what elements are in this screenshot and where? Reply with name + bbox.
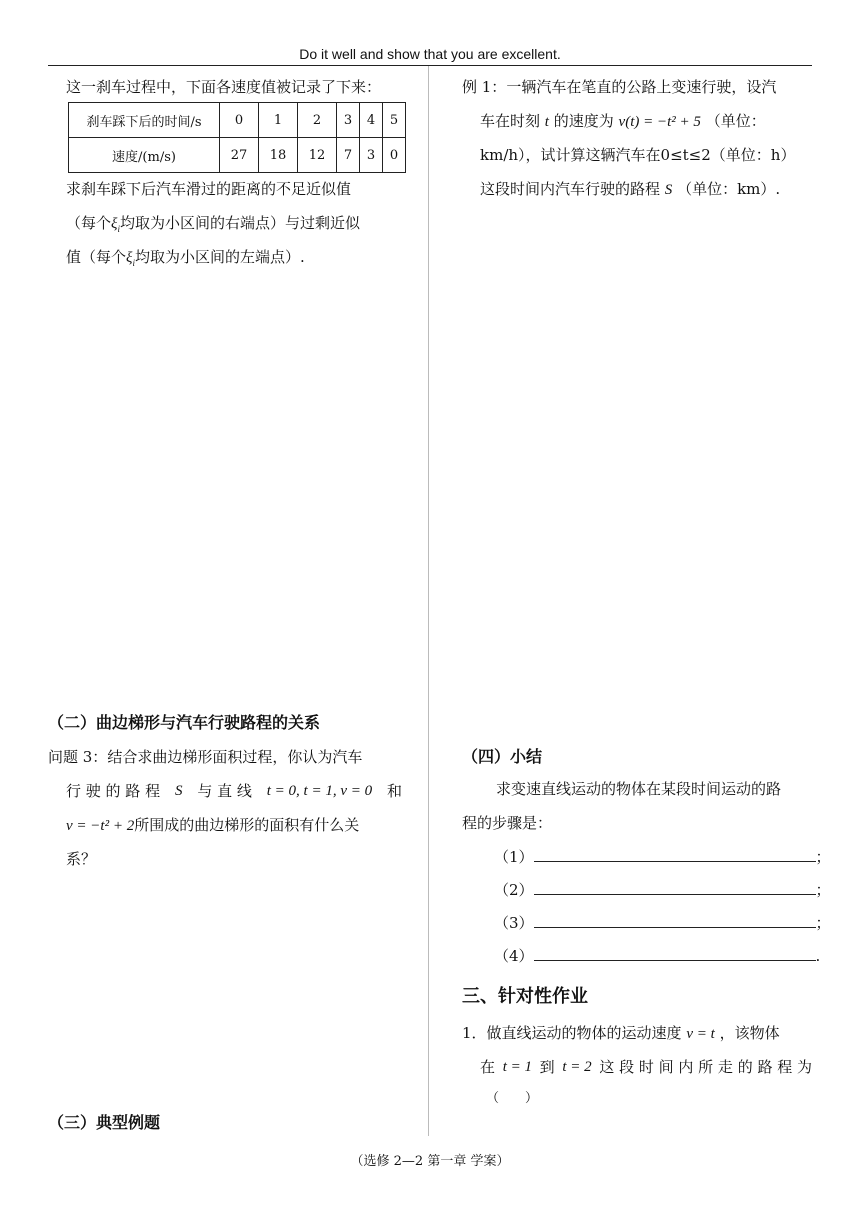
step-blank-line[interactable] <box>534 946 816 961</box>
section-4-heading: （四）小结 <box>462 747 543 766</box>
answer-blank[interactable]: （ ） <box>486 1091 539 1106</box>
step-blank-line[interactable] <box>534 913 816 928</box>
step-end: ； <box>815 914 831 932</box>
table-cell: 4 <box>360 103 383 138</box>
homework-1-line-2 <box>480 1050 812 1084</box>
braking-data-table <box>68 102 406 173</box>
table-row-label: 速度/(m/s) <box>69 138 220 173</box>
table-cell: 1 <box>259 103 298 138</box>
text-span: （单位：km）. <box>677 180 781 198</box>
problem-3-line-1 <box>48 740 362 774</box>
text-span: 值（每个 <box>66 248 127 266</box>
page-header-motto: Do it well and show that you are excellent. <box>299 46 561 62</box>
column-divider <box>428 66 429 1136</box>
example-1-line-4 <box>480 172 780 207</box>
text-span: ，该物体 <box>719 1024 780 1042</box>
math-S: S <box>664 182 673 198</box>
math-curve: v = −t² + 2 <box>66 818 135 834</box>
table-cell: 0 <box>220 103 259 138</box>
table-cell: 3 <box>360 138 383 173</box>
text-span: 车在时刻 <box>480 112 541 130</box>
table-row-label: 刹车踩下后的时间/s <box>69 103 220 138</box>
table-cell: 2 <box>298 103 337 138</box>
summary-step-1 <box>494 840 831 874</box>
text-span: （每个 <box>66 214 112 232</box>
text-span: 一辆汽车在笔直的公路上变速行驶，设汽 <box>506 78 777 96</box>
problem-3-line-4: 系？ <box>66 850 97 868</box>
homework-1-line-1 <box>462 1016 780 1051</box>
xi-symbol: $\xi_i$ <box>111 216 120 234</box>
xi-symbol: $\xi_i$ <box>126 250 135 268</box>
math-velocity-formula: v(t) = −t² + 5 <box>618 114 701 130</box>
math-lines: t = 0, t = 1, v = 0 <box>266 783 373 799</box>
intro-text: 这一刹车过程中，下面各速度值被记录了下来： <box>66 78 382 96</box>
text-span: 在 <box>480 1058 496 1076</box>
text-span: 行 驶 的 路 程 <box>66 782 161 800</box>
step-blank-line[interactable] <box>534 880 816 895</box>
text-span: 均取为小区间的左端点）. <box>134 248 305 266</box>
text-span: 所围成的曲边梯形的面积有什么关 <box>134 816 360 834</box>
text-span: 这 段 时 间 内 所 走 的 路 程 为 <box>599 1058 812 1076</box>
section-3-heading: （三）典型例题 <box>48 1113 161 1132</box>
math-t1: t = 1 <box>502 1059 532 1075</box>
step-end: ； <box>815 881 831 899</box>
question-line-3 <box>66 240 305 280</box>
table-cell: 5 <box>383 103 406 138</box>
step-label: （4） <box>494 947 534 965</box>
text-span: （单位： <box>705 112 766 130</box>
text-span: 1．做直线运动的物体的运动速度 <box>462 1024 682 1042</box>
step-label: （3） <box>494 914 534 932</box>
text-span: 和 <box>386 782 402 800</box>
step-end: . <box>815 947 821 965</box>
text-span: 结合求曲边梯形面积过程，你认为汽车 <box>107 748 363 766</box>
problem-3-line-3 <box>66 808 359 843</box>
step-end: ； <box>815 848 831 866</box>
table-cell: 7 <box>337 138 360 173</box>
summary-line-2: 程的步骤是： <box>462 814 553 832</box>
table-cell: 3 <box>337 103 360 138</box>
table-cell: 12 <box>298 138 337 173</box>
section-2-heading: （二）曲边梯形与汽车行驶路程的关系 <box>48 713 321 732</box>
example-1-line-2 <box>480 104 766 139</box>
summary-step-4 <box>494 939 820 973</box>
page-footer: （选修 2—2 第一章 学案） <box>350 1154 510 1169</box>
summary-step-3 <box>494 906 831 940</box>
summary-step-2 <box>494 873 831 907</box>
step-label: （1） <box>494 848 534 866</box>
text-span: 到 <box>539 1058 555 1076</box>
example-label: 例 1： <box>462 78 507 96</box>
summary-line-1: 求变速直线运动的物体在某段时间运动的路 <box>496 780 782 798</box>
question-line-1: 求刹车踩下后汽车滑过的距离的不足近似值 <box>66 180 352 198</box>
step-label: （2） <box>494 881 534 899</box>
math-S: S <box>174 783 183 799</box>
table-row <box>69 138 406 173</box>
table-cell: 18 <box>259 138 298 173</box>
step-blank-line[interactable] <box>534 847 816 862</box>
text-span: 与 直 线 <box>197 782 252 800</box>
math-t: t <box>544 114 549 130</box>
problem-3-line-2 <box>66 774 402 808</box>
table-cell: 0 <box>383 138 406 173</box>
table-cell: 27 <box>220 138 259 173</box>
table-row <box>69 103 406 138</box>
text-span: 的速度为 <box>553 112 614 130</box>
math-t2: t = 2 <box>562 1059 592 1075</box>
problem-label: 问题 3： <box>48 748 108 766</box>
header-rule <box>48 65 812 66</box>
text-span: 均取为小区间的右端点）与过剩近似 <box>119 214 360 232</box>
homework-heading: 三、针对性作业 <box>462 986 588 1007</box>
math-v-equals-t: v = t <box>686 1026 715 1042</box>
text-span: 这段时间内汽车行驶的路程 <box>480 180 661 198</box>
example-1-line-3: km/h），试计算这辆汽车在0≤t≤2（单位：h） <box>480 146 796 164</box>
example-1-line-1 <box>462 70 776 104</box>
